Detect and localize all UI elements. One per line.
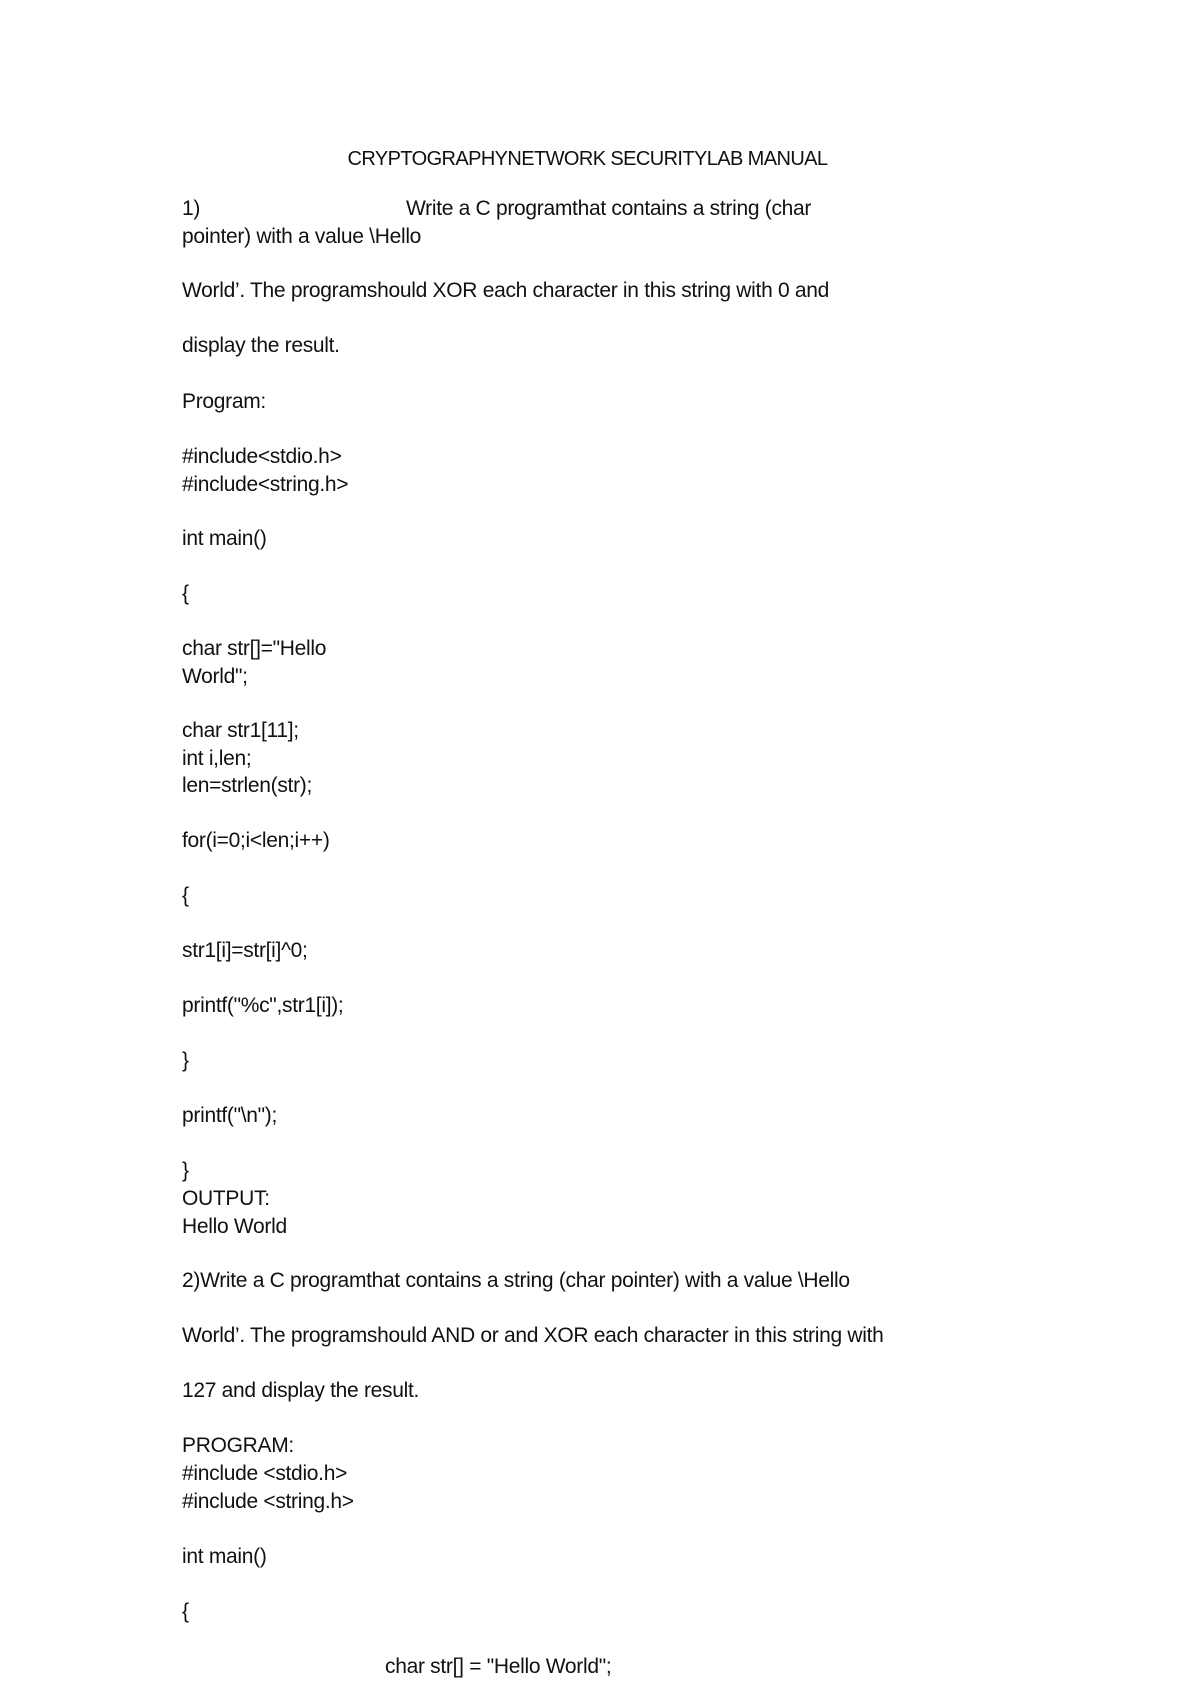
code-line: char str[] = "Hello World"; — [385, 1655, 612, 1678]
output-label: OUTPUT: — [182, 1187, 270, 1210]
code-line: { — [182, 582, 189, 605]
question-2-line-1: 2)Write a C programthat contains a string (char pointer) with a value \Hello — [182, 1269, 850, 1292]
question-1-number: 1) — [182, 197, 201, 220]
code-line: char str[]="Hello — [182, 637, 327, 660]
question-1-line-4: display the result. — [182, 334, 340, 357]
code-line: char str1[11]; — [182, 719, 299, 742]
question-2-line-2: World’. The programshould AND or and XOR each character in this string with — [182, 1324, 884, 1347]
code-line: #include <stdio.h> — [182, 1462, 348, 1485]
code-line: int main() — [182, 1545, 267, 1568]
code-line: int main() — [182, 527, 267, 550]
code-line: } — [182, 1159, 189, 1182]
question-2-line-3: 127 and display the result. — [182, 1379, 420, 1402]
question-1-line-1: Write a C programthat contains a string (char — [406, 197, 812, 220]
code-line: World"; — [182, 665, 248, 688]
code-line: #include<string.h> — [182, 473, 349, 496]
code-line: len=strlen(str); — [182, 774, 312, 797]
code-line: } — [182, 1049, 189, 1072]
question-1-line-3: World’. The programshould XOR each character in this string with 0 and — [182, 279, 830, 302]
program-label-2: PROGRAM: — [182, 1434, 294, 1457]
code-line: #include <string.h> — [182, 1490, 354, 1513]
code-line: { — [182, 884, 189, 907]
code-line: printf("%c",str1[i]); — [182, 994, 344, 1017]
code-line: #include<stdio.h> — [182, 445, 342, 468]
code-line: printf("\n"); — [182, 1104, 278, 1127]
code-line: { — [182, 1600, 189, 1623]
code-line: for(i=0;i<len;i++) — [182, 829, 330, 852]
page-title: CRYPTOGRAPHYNETWORK SECURITYLAB MANUAL — [347, 148, 828, 170]
question-1-line-2: pointer) with a value \Hello — [182, 225, 422, 248]
output-value: Hello World — [182, 1215, 287, 1238]
code-line: int i,len; — [182, 747, 252, 770]
program-label-1: Program: — [182, 390, 266, 413]
code-line: str1[i]=str[i]^0; — [182, 939, 308, 962]
